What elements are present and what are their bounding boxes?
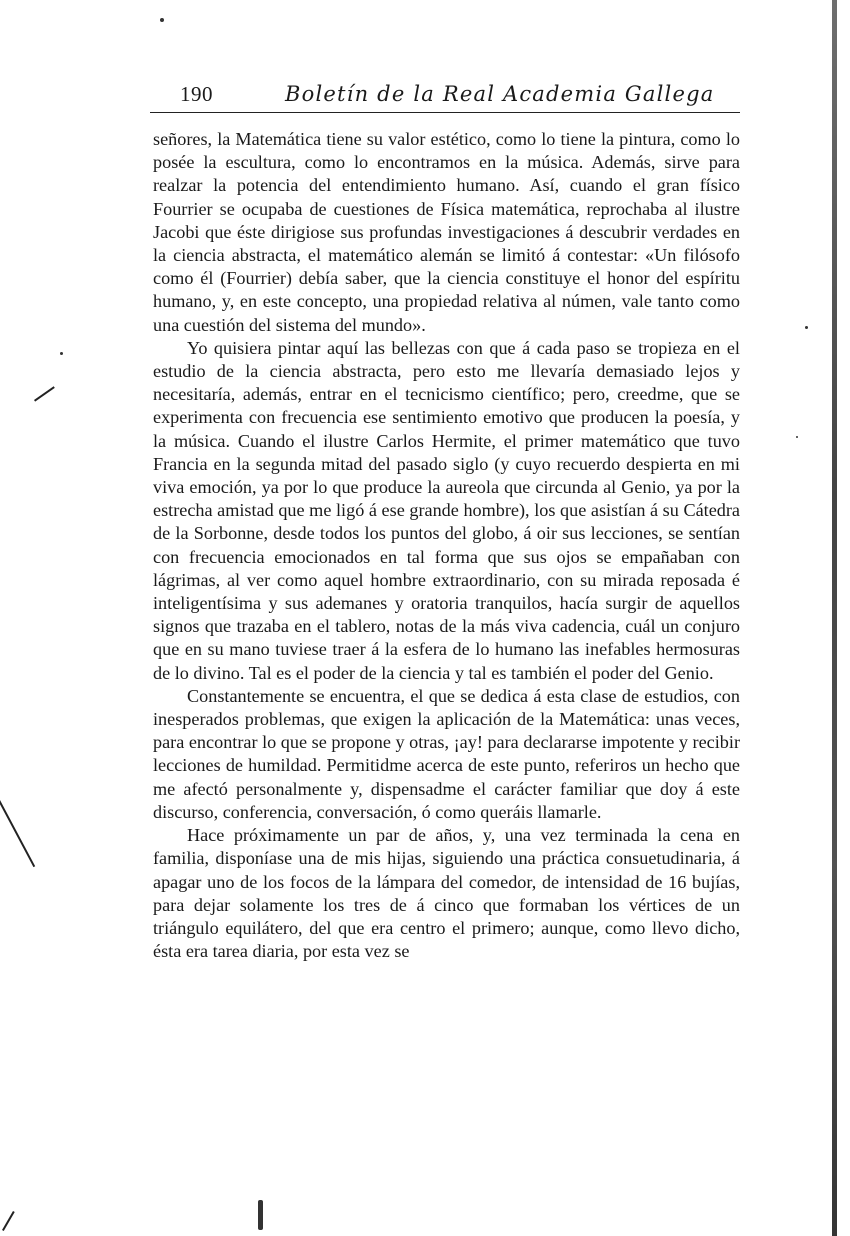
running-title: Boletín de la Real Academia Gallega <box>285 82 715 106</box>
scan-speck <box>60 352 63 355</box>
paragraph-2: Yo quisiera pintar aquí las bellezas con que á cada paso se tropieza en el estudio de la ciencia abstracta, pero esto me llevaría demasiado lejos y necesitaría, además, entrar en el tecnicismo científico; pero, creedme, que se experimenta con frecuencia ese sentimiento emotivo que producen la poesía, y la música. Cuando el ilustre Carlos Hermite, el primer matemático que tuvo Francia en la segunda mitad del pasado siglo (y cuyo recuerdo despierta en mi viva emoción, ya por lo que produce la aureola que circunda al Genio, ya por la estrecha amistad que me ligó á ese grande hombre), los que asistían á su Cátedra de la Sorbonne, desde todos los puntos del globo, á oir sus lecciones, se sentían con frecuencia emocionados en tal forma que sus ojos se empañaban con lágrimas, al ver como aquel hombre extraordinario, con su mirada reposada é inteligentísima y sus ademanes y oratoria tranquilos, hacía surgir de aquellos signos que trazaba en el tablero, notas de la más viva cadencia, cuál un conjuro que en su mano tuviese traer á la esfera de lo humano las inefables hermosuras de lo divino. Tal es el poder de la ciencia y tal es también el poder del Genio. <box>153 337 740 683</box>
body-text <box>153 128 740 963</box>
scan-mark <box>0 800 35 867</box>
scan-speck <box>258 1200 263 1230</box>
running-header <box>150 80 740 113</box>
scan-speck <box>805 326 808 329</box>
scan-mark <box>34 386 55 401</box>
scan-speck <box>796 436 798 438</box>
paragraph-4: Hace próximamente un par de años, y, una vez terminada la cena en familia, disponíase una de mis hijas, siguiendo una práctica consuetudinaria, á apagar uno de los focos de la lámpara del comedor, de intensidad de 16 bujías, para dejar solamente los tres de á cinco que formaban los vértices de un triángulo equilátero, del que era centro el primero; aunque, como llevo dicho, ésta era tarea diaria, por esta vez se <box>153 825 740 962</box>
scan-mark <box>2 1211 14 1231</box>
paragraph-3: Constantemente se encuentra, el que se dedica á esta clase de estudios, con inesperados problemas, que exigen la aplicación de la Matemática: unas veces, para encontrar lo que se propone y otras, ¡ay! para declararse impotente y recibir lecciones de humildad. Permitidme acerca de este punto, referiros un hecho que me afectó personalmente y, dispensadme el carácter familiar que doy á este discurso, conferencia, conversación, ó como queráis llamarle. <box>153 685 740 822</box>
scan-speck <box>160 18 164 22</box>
page-number: 190 <box>180 82 213 106</box>
paragraph-1: señores, la Matemática tiene su valor estético, como lo tiene la pintura, como lo posée la escultura, como lo encontramos en la música. Además, sirve para realzar la potencia del entendimiento humano. Así, cuando el gran físico Fourrier se ocupaba de cuestiones de Física matemática, reprochaba al ilustre Jacobi que éste dirigiose sus profundas investigaciones á descubrir verdades en la ciencia abstracta, el matemático alemán se limitó á contestar: «Un filósofo como él (Fourrier) debía saber, que la ciencia constituye el honor del espíritu humano, y, en este concepto, una propiedad relativa al númen, vale tanto como una cuestión del sistema del mundo». <box>153 129 740 335</box>
scan-edge-shadow <box>832 0 837 1236</box>
